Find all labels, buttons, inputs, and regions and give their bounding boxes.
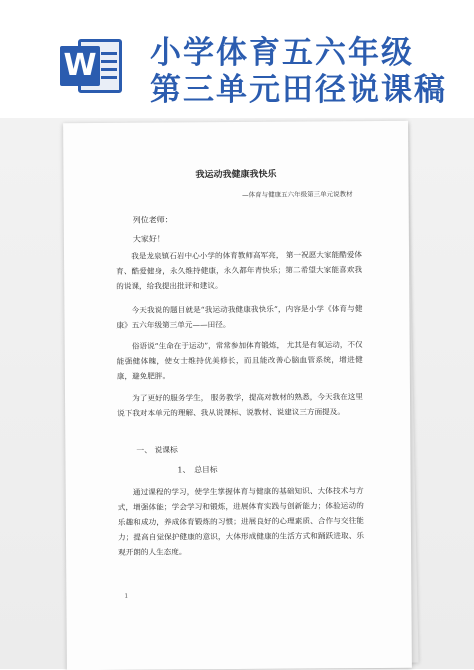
paragraph-goals: 通过课程的学习，使学生掌握体育与健康的基础知识、大体技术与方式，增强体能；学会学习和锻炼，进展体育实践与创新能力；体验运动的乐趣和成功，养成体育锻炼的习惯；进展良好的心理素质、合作与交往能力；提高自觉保护健康的意识，大体形成健康的生活方式和踊跃进取、乐观开朗的人生态度。 [117, 486, 365, 557]
paragraph-intro: 我是龙泉镇石岩中心小学的体育教师高军亮， 第一祝愿大家能酷爱体育、酷爱健身，永久维持健康，永久都年青快乐；第二希望大家能喜欢我的说课，给我提出批评和建议。 [116, 250, 363, 291]
header-banner [0, 0, 474, 118]
paragraph-topic: 今天我说的题目就是“我运动我健康我快乐”，内容是小学《体育与健康》五六年级第三单元——田径。 [116, 304, 363, 330]
salutation-teachers: 列位老师： [132, 215, 173, 225]
paragraph-proverb: 俗语说“生命在于运动”，常常参加体育锻炼， 尤其是有氧运动，不仅能强健体魄，使女士维持优美修长，而且能改善心脑血管系统，增进健康，避免肥胖。 [116, 340, 363, 381]
section-heading: 一、 说课标 [136, 445, 178, 455]
document-subtitle: —体育与健康五六年级第三单元说教材 [242, 190, 353, 199]
document-page [63, 121, 412, 670]
word-icon-letter: W [60, 46, 100, 86]
page-number: 1 [124, 592, 129, 600]
subsection-heading: 1、 总目标 [177, 465, 218, 475]
banner-title-line1: 小学体育五六年级 [150, 35, 414, 71]
salutation-hello: 大家好！ [132, 234, 165, 244]
paragraph-purpose: 为了更好的服务学生， 服务教学，提高对教材的熟悉，今天我在这里说下我对本单元的理解、我从说课标、说教材、说建议三方面提及。 [117, 392, 364, 418]
word-icon-line [101, 68, 117, 71]
word-document-icon [60, 37, 124, 95]
word-icon-line [101, 52, 117, 55]
banner-title-line2: 第三单元田径说课稿 [150, 72, 447, 108]
word-icon-line [101, 76, 117, 79]
document-title: 我运动我健康我快乐 [195, 169, 277, 181]
word-icon-line [101, 60, 117, 63]
